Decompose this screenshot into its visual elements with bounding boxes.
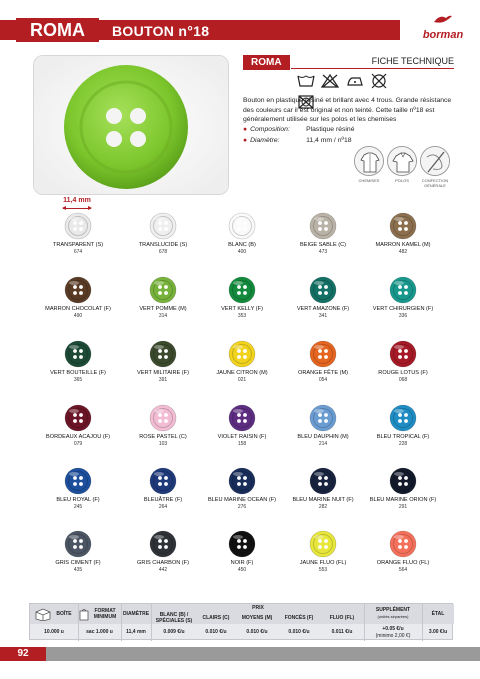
spec-key: Diamètre: [250,137,280,144]
button-swatch [118,340,208,400]
button-swatch [358,467,448,527]
swatch-name: VERT KELLY (F) [221,306,263,312]
swatch-name: NOIR (F) [230,560,254,566]
val-diametre: 11,4 mm [126,629,146,635]
divider [121,604,122,641]
button-swatch-image [149,467,177,495]
swatch-code: 228 [398,441,408,447]
col-fluo: FLUO (FL) [329,615,355,621]
button-swatch-image [64,276,92,304]
fiche-brand: ROMA [243,55,290,70]
button-swatch [278,340,368,400]
button-swatch [118,530,208,590]
col-boite: BOÎTE [56,611,72,617]
button-swatch [358,212,448,272]
swatch-name: GRIS CHARBON (F) [137,560,189,566]
col-blanc: BLANC (B) / SPÉCIALES (S) [155,612,193,624]
col-etal: ÉTAL [431,611,445,617]
swatch-name: TRANSPARENT (S) [52,242,104,248]
button-swatch [278,276,368,336]
divider [422,604,423,641]
col-supplement-sub: (unités séparées) [377,614,409,619]
swatch-name: ORANGE FÊTE (M) [297,370,349,376]
swatch-code: 391 [158,377,168,383]
button-swatch [197,467,287,527]
swatch-code: 482 [398,249,408,255]
page-title: BOUTON n°18 [112,23,210,39]
col-format: FORMAT MINIMUM [93,608,117,620]
needle-thread-icon [420,146,450,176]
button-swatch [118,404,208,464]
swatch-name: VERT BOUTEILLE (F) [50,370,106,376]
button-swatch [278,530,368,590]
swatch-name: BLEU MARINE NUIT (F) [292,497,354,503]
bag-icon [78,607,90,621]
button-swatch-image [309,212,337,240]
spec-composition [243,125,354,134]
swatch-code: 214 [318,441,328,447]
val-supplement: +0.05 €/u [382,626,404,632]
divider [151,604,152,641]
button-swatch-image [228,212,256,240]
button-swatch-image [228,530,256,558]
swatch-code: 353 [237,313,247,319]
borman-logo [420,12,466,42]
swatch-code: 564 [398,567,408,573]
no-dryclean-icon [370,73,388,89]
button-swatch [33,467,123,527]
swatch-code: 291 [398,504,408,510]
val-etal: 3.00 €/u [428,629,448,635]
col-supplement: SUPPLÉMENT [375,607,411,613]
swatch-name: BEIGE SABLE (C) [299,242,346,248]
box-icon [34,607,52,621]
swatch-name: GRIS CIMENT (F) [55,560,101,566]
spec-value: 11,4 mm / nº18 [306,137,352,144]
button-swatch [118,212,208,272]
button-swatch [197,530,287,590]
button-swatch [33,340,123,400]
usage-shirts [352,146,386,188]
usage-label: POLOS [395,178,409,183]
swatch-name: BLANC (B) [228,242,256,248]
val-fluo: 0.011 €/u [331,629,353,635]
swatch-name: JAUNE CITRON (M) [216,370,268,376]
swatch-name: MARRON CHOCOLAT (F) [45,306,111,312]
size-arrow-icon [63,208,91,209]
button-swatch-image [389,404,417,432]
button-swatch-image [228,404,256,432]
button-swatch [118,467,208,527]
button-swatch-image [64,467,92,495]
button-swatch-image [64,404,92,432]
swatch-name: MARRON KAMEL (M) [375,242,431,248]
button-swatch-image [309,404,337,432]
no-bleach-icon [321,73,339,89]
divider [78,604,79,641]
col-moyens: MOYENS (M) [241,615,273,621]
button-swatch-image [309,276,337,304]
button-swatch-image [149,276,177,304]
swatch-name: BORDEAUX ACAJOU (F) [45,434,111,440]
spec-diameter [243,136,352,145]
swatch-name: ROSE PASTEL (C) [139,434,187,440]
footer [0,647,480,661]
swatch-code: 400 [237,249,247,255]
button-swatch-image [149,530,177,558]
fiche-title: FICHE TECHNIQUE [371,56,454,66]
button-swatch [358,404,448,464]
val-blanc: 0.009 €/u [163,629,185,635]
swatch-name: BLEU DAUPHIN (M) [297,434,349,440]
swatch-code: 264 [158,504,168,510]
usage-label: CONFECTION GÉNÉRALE [421,178,449,188]
shirt-icon [354,146,384,176]
swatch-name: TRANSLUCIDE (S) [138,242,188,248]
swatch-name: BLEU TROPICAL (F) [376,434,430,440]
button-swatch-image [228,467,256,495]
button-swatch [33,276,123,336]
swatch-code: 553 [318,567,328,573]
button-swatch-image [389,276,417,304]
val-boite: 10.000 u [44,629,64,635]
button-swatch-image [309,530,337,558]
button-swatch-image [149,340,177,368]
swatch-code: 678 [158,249,168,255]
price-table [29,603,453,640]
button-swatch-image [64,530,92,558]
spec-key: Composition: [250,126,290,133]
val-supplement-min: (minimo 2,00 €) [375,633,411,639]
swatch-code: 490 [73,313,83,319]
button-swatch [197,276,287,336]
button-swatch-image [228,276,256,304]
swatch-code: 473 [318,249,328,255]
swatch-code: 336 [398,313,408,319]
val-clairs: 0.010 €/u [205,629,227,635]
button-swatch-image [389,212,417,240]
val-format: sac 1.000 u [86,629,113,635]
col-diametre: DIAMÈTRE [122,611,150,617]
logo-text: borman [422,29,464,41]
bird-icon [432,12,454,26]
bullet-icon: ● [243,137,248,144]
swatch-code: 068 [398,377,408,383]
button-swatch [358,530,448,590]
usage-polos [385,146,419,188]
button-swatch [33,404,123,464]
button-swatch [278,404,368,464]
swatch-code: 245 [73,504,83,510]
swatch-name: BLEUÂTRE (F) [143,497,183,503]
swatch-code: 450 [237,567,247,573]
swatch-code: 674 [73,249,83,255]
button-swatch [278,467,368,527]
swatch-name: BLEU MARINE ORION (F) [369,497,437,503]
swatch-name: JAUNE FLUO (FL) [299,560,347,566]
care-icons [297,73,401,89]
fiche-underline [291,68,454,69]
swatch-name: VERT AMAZONE (F) [296,306,350,312]
button-swatch-image [149,404,177,432]
swatch-name: VERT MILITAIRE (F) [137,370,189,376]
val-moyens: 0.010 €/u [246,629,268,635]
col-clairs: CLAIRS (C) [202,615,230,621]
button-swatch [278,212,368,272]
swatch-code: 314 [158,313,168,319]
usage-label: CHEMISES [358,178,380,183]
swatch-code: 103 [158,441,168,447]
swatch-name: VIOLET RAISIN (F) [217,434,267,440]
swatch-code: 079 [73,441,83,447]
button-swatch-image [228,340,256,368]
footer-bar [0,647,480,661]
swatch-code: 435 [73,567,83,573]
page-number: 92 [0,647,46,661]
button-swatch-image [309,340,337,368]
spec-value: Plastique résiné [306,126,355,133]
usage-general [418,146,452,188]
button-swatch-image [64,212,92,240]
wash-40-icon [297,73,315,89]
swatch-code: 276 [237,504,247,510]
swatch-code: 442 [158,567,168,573]
product-description: Bouton en plastique résiné et brillant avec 4 trous. Grande résistance des couleurs car il est original et non teinté. Cette taille nº18 est généralement utilisée sur les polos et les chemises [243,97,452,123]
col-fonces: FONCÉS (F) [284,615,314,621]
button-swatch [197,340,287,400]
button-swatch-image [64,340,92,368]
polo-icon [387,146,417,176]
button-swatch-image [149,212,177,240]
button-swatch-image [389,530,417,558]
divider [364,604,365,641]
button-swatch-image [389,340,417,368]
swatch-code: 158 [237,441,247,447]
col-prix: PRIX [252,605,264,611]
swatch-name: BLEU ROYAL (F) [56,497,100,503]
fiche-header [243,55,454,70]
product-photo [33,55,229,195]
swatch-name: BLEU MARINE OCEAN (F) [207,497,277,503]
button-swatch [33,212,123,272]
brand-box: ROMA [16,18,99,42]
button-swatch [358,276,448,336]
swatch-code: 021 [237,377,247,383]
swatch-name: VERT POMME (M) [139,306,187,312]
swatch-name: ROUGE LOTUS (F) [378,370,428,376]
bullet-icon: ● [243,126,248,133]
button-swatch [358,340,448,400]
header-bar [0,0,480,42]
iron-icon [346,73,364,89]
swatch-name: ORANGE FLUO (FL) [376,560,430,566]
size-label: 11,4 mm [63,197,91,204]
swatch-code: 282 [318,504,328,510]
button-swatch [197,212,287,272]
swatch-code: 054 [318,377,328,383]
button-swatch [197,404,287,464]
button-swatch-image [389,467,417,495]
button-swatch [33,530,123,590]
val-fonces: 0.010 €/u [288,629,310,635]
button-swatch [118,276,208,336]
swatch-code: 365 [73,377,83,383]
swatch-name: VERT CHIRURGIEN (F) [372,306,434,312]
swatch-code: 341 [318,313,328,319]
button-swatch-image [309,467,337,495]
